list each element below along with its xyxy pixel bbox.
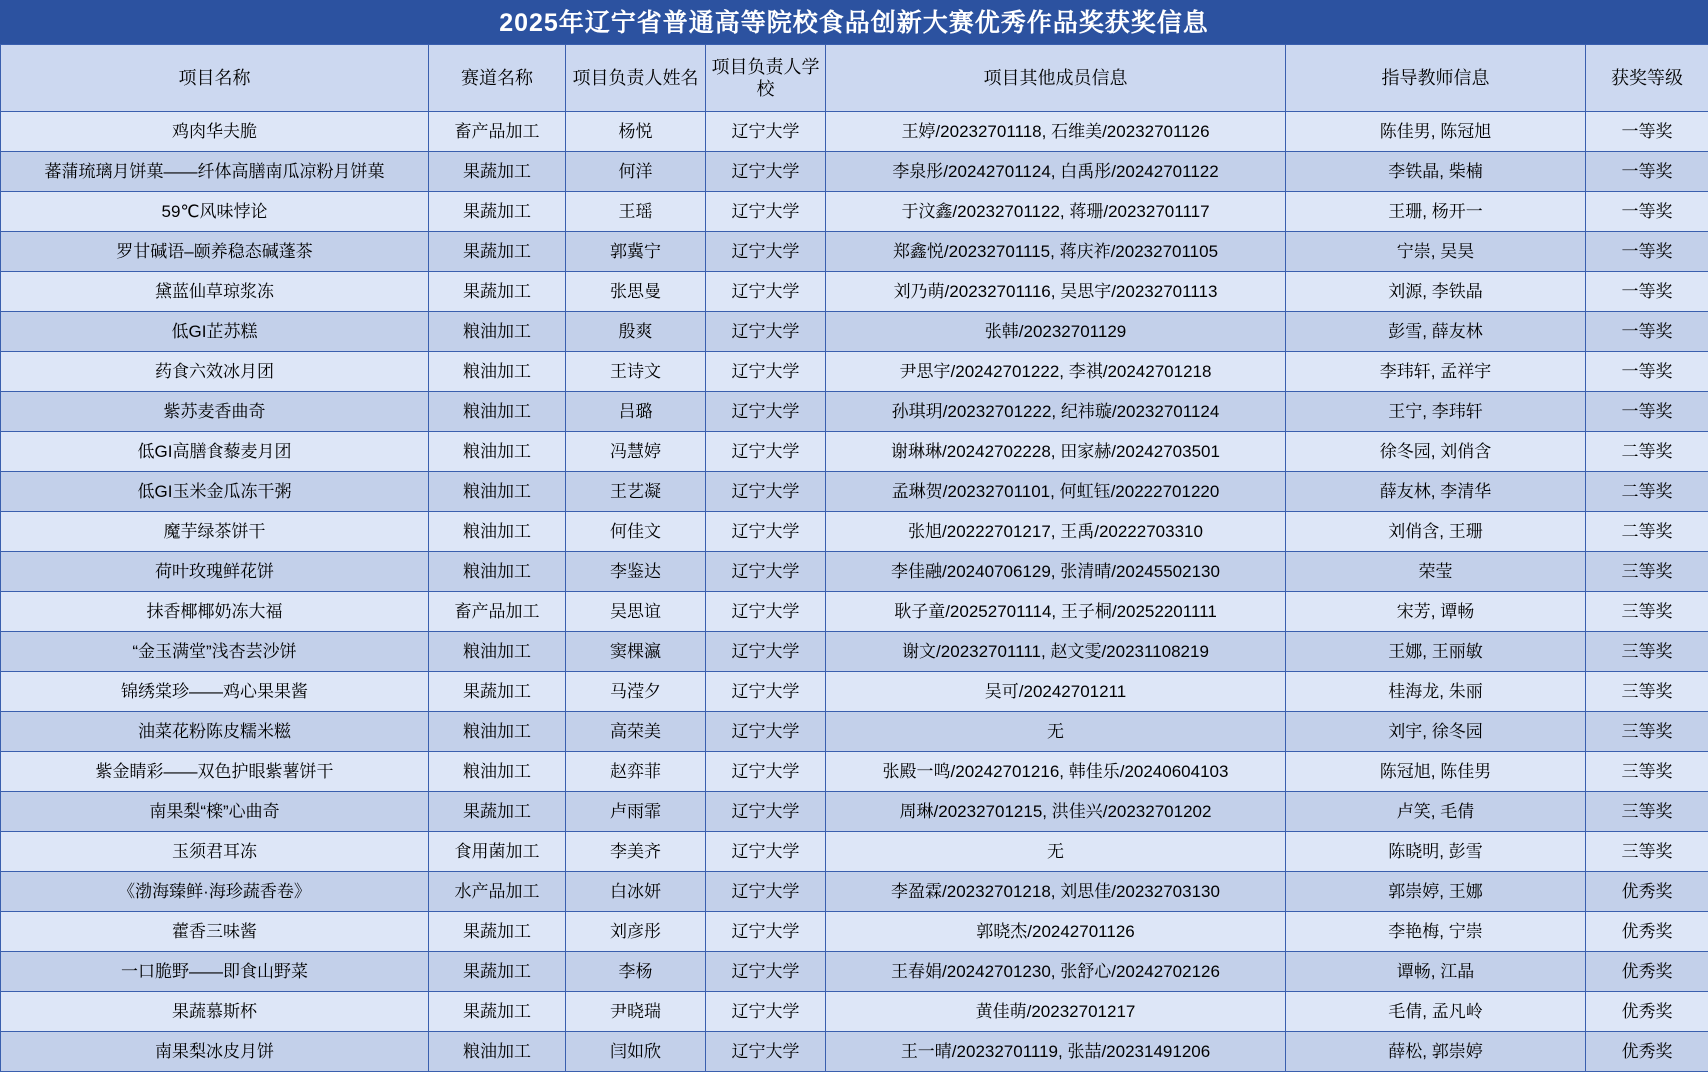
- cell-award-level: 优秀奖: [1586, 952, 1708, 992]
- cell-leader-school: 辽宁大学: [706, 592, 826, 632]
- column-header-leader-school: 项目负责人学校: [706, 45, 826, 112]
- cell-other-members: 孙琪玥/20232701222, 纪祎璇/20232701124: [826, 392, 1286, 432]
- cell-project-name: 《渤海臻鲜·海珍蔬香卷》: [1, 872, 429, 912]
- cell-advisors: 薛友林, 李清华: [1286, 472, 1586, 512]
- cell-leader-school: 辽宁大学: [706, 1032, 826, 1072]
- cell-other-members: 无: [826, 832, 1286, 872]
- cell-track-name: 粮油加工: [429, 392, 566, 432]
- cell-project-name: 魔芋绿茶饼干: [1, 512, 429, 552]
- cell-leader-name: 闫如欣: [566, 1032, 706, 1072]
- cell-track-name: 粮油加工: [429, 512, 566, 552]
- table-row: [1, 872, 1708, 912]
- cell-track-name: 果蔬加工: [429, 152, 566, 192]
- cell-advisors: 刘俏含, 王珊: [1286, 512, 1586, 552]
- cell-other-members: 李泉彤/20242701124, 白禹彤/20242701122: [826, 152, 1286, 192]
- table-row: [1, 792, 1708, 832]
- cell-leader-name: 白冰妍: [566, 872, 706, 912]
- cell-leader-name: 何洋: [566, 152, 706, 192]
- cell-project-name: 藿香三味酱: [1, 912, 429, 952]
- cell-advisors: 卢笑, 毛倩: [1286, 792, 1586, 832]
- cell-award-level: 三等奖: [1586, 832, 1708, 872]
- cell-other-members: 张韩/20232701129: [826, 312, 1286, 352]
- cell-project-name: 南果梨“檪”心曲奇: [1, 792, 429, 832]
- cell-project-name: 鸡肉华夫脆: [1, 112, 429, 152]
- cell-advisors: 陈冠旭, 陈佳男: [1286, 752, 1586, 792]
- cell-award-level: 二等奖: [1586, 512, 1708, 552]
- cell-leader-school: 辽宁大学: [706, 312, 826, 352]
- table-row: [1, 232, 1708, 272]
- cell-other-members: 谢文/20232701111, 赵文雯/20231108219: [826, 632, 1286, 672]
- cell-other-members: 无: [826, 712, 1286, 752]
- cell-award-level: 三等奖: [1586, 752, 1708, 792]
- table-row: [1, 512, 1708, 552]
- cell-advisors: 李铁晶, 柴楠: [1286, 152, 1586, 192]
- cell-track-name: 食用菌加工: [429, 832, 566, 872]
- cell-track-name: 粮油加工: [429, 1032, 566, 1072]
- cell-track-name: 果蔬加工: [429, 992, 566, 1032]
- cell-project-name: 低GI玉米金瓜冻干粥: [1, 472, 429, 512]
- table-row: [1, 1032, 1708, 1072]
- cell-advisors: 刘宇, 徐冬园: [1286, 712, 1586, 752]
- cell-advisors: 李玮轩, 孟祥宇: [1286, 352, 1586, 392]
- cell-award-level: 优秀奖: [1586, 912, 1708, 952]
- cell-leader-school: 辽宁大学: [706, 912, 826, 952]
- cell-track-name: 果蔬加工: [429, 192, 566, 232]
- cell-leader-name: 吕璐: [566, 392, 706, 432]
- cell-leader-school: 辽宁大学: [706, 192, 826, 232]
- cell-leader-school: 辽宁大学: [706, 872, 826, 912]
- cell-award-level: 优秀奖: [1586, 992, 1708, 1032]
- cell-project-name: 玉须君耳冻: [1, 832, 429, 872]
- column-header-track-name: 赛道名称: [429, 45, 566, 112]
- table-row: [1, 152, 1708, 192]
- cell-advisors: 王宁, 李玮轩: [1286, 392, 1586, 432]
- table-row: [1, 352, 1708, 392]
- cell-leader-name: 王诗文: [566, 352, 706, 392]
- cell-leader-school: 辽宁大学: [706, 752, 826, 792]
- cell-advisors: 荣莹: [1286, 552, 1586, 592]
- cell-leader-school: 辽宁大学: [706, 792, 826, 832]
- cell-leader-name: 李美齐: [566, 832, 706, 872]
- table-row: [1, 952, 1708, 992]
- cell-other-members: 李佳融/20240706129, 张清晴/20245502130: [826, 552, 1286, 592]
- cell-other-members: 张旭/20222701217, 王禹/20222703310: [826, 512, 1286, 552]
- table-row: [1, 672, 1708, 712]
- column-header-leader-name: 项目负责人姓名: [566, 45, 706, 112]
- cell-award-level: 优秀奖: [1586, 872, 1708, 912]
- awards-table: [0, 44, 1708, 1072]
- cell-track-name: 粮油加工: [429, 712, 566, 752]
- cell-leader-school: 辽宁大学: [706, 992, 826, 1032]
- cell-track-name: 粮油加工: [429, 312, 566, 352]
- cell-project-name: 低GI高膳食藜麦月团: [1, 432, 429, 472]
- table-row: [1, 992, 1708, 1032]
- cell-track-name: 粮油加工: [429, 432, 566, 472]
- cell-leader-name: 尹晓瑞: [566, 992, 706, 1032]
- cell-track-name: 果蔬加工: [429, 792, 566, 832]
- table-row: [1, 472, 1708, 512]
- cell-project-name: 一口脆野——即食山野菜: [1, 952, 429, 992]
- cell-project-name: 南果梨冰皮月饼: [1, 1032, 429, 1072]
- cell-project-name: 紫金睛彩——双色护眼紫薯饼干: [1, 752, 429, 792]
- table-row: [1, 712, 1708, 752]
- table-row: [1, 192, 1708, 232]
- cell-award-level: 三等奖: [1586, 592, 1708, 632]
- cell-project-name: 药食六效冰月团: [1, 352, 429, 392]
- cell-leader-name: 杨悦: [566, 112, 706, 152]
- cell-track-name: 果蔬加工: [429, 672, 566, 712]
- cell-other-members: 郑鑫悦/20232701115, 蒋庆祚/20232701105: [826, 232, 1286, 272]
- table-body: [1, 112, 1708, 1072]
- cell-other-members: 谢琳琳/20242702228, 田家赫/20242703501: [826, 432, 1286, 472]
- cell-leader-school: 辽宁大学: [706, 832, 826, 872]
- cell-leader-name: 王艺凝: [566, 472, 706, 512]
- cell-award-level: 三等奖: [1586, 672, 1708, 712]
- cell-project-name: 抹香椰椰奶冻大福: [1, 592, 429, 632]
- cell-leader-school: 辽宁大学: [706, 512, 826, 552]
- cell-track-name: 果蔬加工: [429, 952, 566, 992]
- cell-other-members: 王春娟/20242701230, 张舒心/20242702126: [826, 952, 1286, 992]
- cell-advisors: 王珊, 杨开一: [1286, 192, 1586, 232]
- cell-leader-school: 辽宁大学: [706, 392, 826, 432]
- cell-other-members: 尹思宇/20242701222, 李祺/20242701218: [826, 352, 1286, 392]
- cell-leader-name: 马滢夕: [566, 672, 706, 712]
- cell-leader-school: 辽宁大学: [706, 552, 826, 592]
- table-row: [1, 272, 1708, 312]
- cell-award-level: 二等奖: [1586, 472, 1708, 512]
- table-row: [1, 432, 1708, 472]
- cell-advisors: 李艳梅, 宁崇: [1286, 912, 1586, 952]
- cell-other-members: 李盈霖/20232701218, 刘思佳/20232703130: [826, 872, 1286, 912]
- cell-other-members: 王婷/20232701118, 石维美/20232701126: [826, 112, 1286, 152]
- cell-other-members: 郭晓杰/20242701126: [826, 912, 1286, 952]
- cell-other-members: 张殿一鸣/20242701216, 韩佳乐/20240604103: [826, 752, 1286, 792]
- column-header-award-level: 获奖等级: [1586, 45, 1708, 112]
- cell-award-level: 三等奖: [1586, 632, 1708, 672]
- cell-project-name: 蕃蒲琉璃月饼菓——纤体高膳南瓜凉粉月饼菓: [1, 152, 429, 192]
- cell-leader-name: 王瑶: [566, 192, 706, 232]
- cell-project-name: 油菜花粉陈皮糯米糍: [1, 712, 429, 752]
- column-header-advisors: 指导教师信息: [1286, 45, 1586, 112]
- cell-other-members: 孟琳贺/20232701101, 何虹钰/20222701220: [826, 472, 1286, 512]
- cell-project-name: 低GI芷苏糕: [1, 312, 429, 352]
- cell-leader-name: 郭冀宁: [566, 232, 706, 272]
- page-title: 2025年辽宁省普通高等院校食品创新大赛优秀作品奖获奖信息: [0, 0, 1708, 44]
- cell-advisors: 谭畅, 江晶: [1286, 952, 1586, 992]
- table-row: [1, 832, 1708, 872]
- cell-track-name: 果蔬加工: [429, 272, 566, 312]
- cell-award-level: 二等奖: [1586, 432, 1708, 472]
- cell-other-members: 刘乃萌/20232701116, 吴思宇/20232701113: [826, 272, 1286, 312]
- cell-advisors: 毛倩, 孟凡岭: [1286, 992, 1586, 1032]
- cell-award-level: 三等奖: [1586, 552, 1708, 592]
- cell-project-name: 罗甘碱语–颐养稳态碱蓬茶: [1, 232, 429, 272]
- cell-leader-name: 吴思谊: [566, 592, 706, 632]
- cell-project-name: 荷叶玫瑰鲜花饼: [1, 552, 429, 592]
- table-row: [1, 392, 1708, 432]
- cell-track-name: 粮油加工: [429, 352, 566, 392]
- cell-leader-school: 辽宁大学: [706, 152, 826, 192]
- cell-other-members: 周琳/20232701215, 洪佳兴/20232701202: [826, 792, 1286, 832]
- cell-project-name: 59℃风味悖论: [1, 192, 429, 232]
- cell-leader-name: 张思曼: [566, 272, 706, 312]
- cell-advisors: 陈佳男, 陈冠旭: [1286, 112, 1586, 152]
- cell-project-name: 黛蓝仙草琼浆冻: [1, 272, 429, 312]
- cell-award-level: 一等奖: [1586, 232, 1708, 272]
- cell-leader-name: 赵弈菲: [566, 752, 706, 792]
- cell-leader-name: 殷爽: [566, 312, 706, 352]
- cell-leader-name: 冯慧婷: [566, 432, 706, 472]
- cell-track-name: 粮油加工: [429, 632, 566, 672]
- cell-award-level: 一等奖: [1586, 192, 1708, 232]
- cell-leader-name: 卢雨霏: [566, 792, 706, 832]
- cell-leader-name: 高荣美: [566, 712, 706, 752]
- cell-leader-school: 辽宁大学: [706, 952, 826, 992]
- cell-leader-school: 辽宁大学: [706, 272, 826, 312]
- cell-track-name: 畜产品加工: [429, 112, 566, 152]
- cell-advisors: 王娜, 王丽敏: [1286, 632, 1586, 672]
- table-row: [1, 312, 1708, 352]
- cell-other-members: 于汶鑫/20232701122, 蒋珊/20232701117: [826, 192, 1286, 232]
- cell-advisors: 郭崇婷, 王娜: [1286, 872, 1586, 912]
- cell-track-name: 果蔬加工: [429, 232, 566, 272]
- cell-track-name: 粮油加工: [429, 552, 566, 592]
- table-row: [1, 592, 1708, 632]
- table-row: [1, 752, 1708, 792]
- table-row: [1, 552, 1708, 592]
- cell-advisors: 桂海龙, 朱丽: [1286, 672, 1586, 712]
- cell-track-name: 果蔬加工: [429, 912, 566, 952]
- cell-award-level: 一等奖: [1586, 312, 1708, 352]
- cell-advisors: 彭雪, 薛友林: [1286, 312, 1586, 352]
- cell-other-members: 耿子童/20252701114, 王子桐/20252201111: [826, 592, 1286, 632]
- cell-leader-name: 刘彦彤: [566, 912, 706, 952]
- cell-other-members: 吴可/20242701211: [826, 672, 1286, 712]
- cell-leader-school: 辽宁大学: [706, 352, 826, 392]
- column-header-project-name: 项目名称: [1, 45, 429, 112]
- cell-track-name: 粮油加工: [429, 752, 566, 792]
- cell-leader-name: 李鉴达: [566, 552, 706, 592]
- cell-award-level: 一等奖: [1586, 112, 1708, 152]
- cell-leader-school: 辽宁大学: [706, 672, 826, 712]
- cell-leader-name: 李杨: [566, 952, 706, 992]
- cell-advisors: 刘源, 李铁晶: [1286, 272, 1586, 312]
- cell-leader-school: 辽宁大学: [706, 712, 826, 752]
- cell-project-name: 锦绣棠珍——鸡心果果酱: [1, 672, 429, 712]
- cell-project-name: 果蔬慕斯杯: [1, 992, 429, 1032]
- cell-award-level: 一等奖: [1586, 392, 1708, 432]
- cell-advisors: 宁崇, 吴昊: [1286, 232, 1586, 272]
- table-row: [1, 112, 1708, 152]
- cell-project-name: 紫苏麦香曲奇: [1, 392, 429, 432]
- cell-advisors: 宋芳, 谭畅: [1286, 592, 1586, 632]
- table-header: [1, 45, 1708, 112]
- header-row: [1, 45, 1708, 112]
- cell-track-name: 水产品加工: [429, 872, 566, 912]
- cell-award-level: 一等奖: [1586, 352, 1708, 392]
- cell-award-level: 一等奖: [1586, 152, 1708, 192]
- column-header-other-members: 项目其他成员信息: [826, 45, 1286, 112]
- cell-award-level: 一等奖: [1586, 272, 1708, 312]
- cell-leader-school: 辽宁大学: [706, 472, 826, 512]
- cell-leader-school: 辽宁大学: [706, 112, 826, 152]
- cell-advisors: 陈晓明, 彭雪: [1286, 832, 1586, 872]
- cell-award-level: 三等奖: [1586, 792, 1708, 832]
- cell-other-members: 黄佳萌/20232701217: [826, 992, 1286, 1032]
- cell-leader-school: 辽宁大学: [706, 632, 826, 672]
- cell-track-name: 畜产品加工: [429, 592, 566, 632]
- cell-award-level: 三等奖: [1586, 712, 1708, 752]
- table-row: [1, 912, 1708, 952]
- cell-leader-name: 窦棵瀛: [566, 632, 706, 672]
- cell-award-level: 优秀奖: [1586, 1032, 1708, 1072]
- cell-advisors: 薛松, 郭崇婷: [1286, 1032, 1586, 1072]
- table-row: [1, 632, 1708, 672]
- cell-leader-school: 辽宁大学: [706, 432, 826, 472]
- cell-project-name: “金玉满堂”浅杏芸沙饼: [1, 632, 429, 672]
- cell-leader-school: 辽宁大学: [706, 232, 826, 272]
- cell-other-members: 王一晴/20232701119, 张喆/20231491206: [826, 1032, 1286, 1072]
- cell-advisors: 徐冬园, 刘俏含: [1286, 432, 1586, 472]
- cell-leader-name: 何佳文: [566, 512, 706, 552]
- cell-track-name: 粮油加工: [429, 472, 566, 512]
